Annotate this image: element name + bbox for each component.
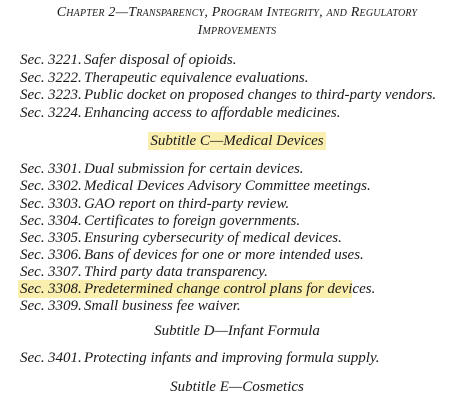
section-number: 3308. xyxy=(48,281,82,297)
toc-entry-3224 xyxy=(20,104,340,122)
section-title: Ensuring cybersecurity of medical devices. xyxy=(84,230,342,246)
section-title: Therapeutic equivalence evaluations. xyxy=(84,70,309,86)
section-number: 3224. xyxy=(48,105,82,121)
subtitle-c-heading xyxy=(0,132,474,150)
section-number: 3306. xyxy=(48,247,82,263)
toc-entry-3309 xyxy=(20,297,241,315)
toc-entry-3223 xyxy=(20,86,436,104)
section-title: Predetermined change control plans for devices. xyxy=(84,281,376,297)
toc-entry-3303 xyxy=(20,195,289,213)
subtitle-c-text: Subtitle C—Medical Devices xyxy=(150,133,324,149)
section-title: Protecting infants and improving formula supply. xyxy=(84,350,380,366)
section-number: 3307. xyxy=(48,264,82,280)
section-label: Sec. xyxy=(20,247,45,263)
section-number: 3401. xyxy=(48,350,82,366)
section-number: 3301. xyxy=(48,161,82,177)
section-label: Sec. xyxy=(20,264,45,280)
subtitle-e-heading: Subtitle E—Cosmetics xyxy=(170,379,304,395)
section-title: Certificates to foreign governments. xyxy=(84,213,301,229)
toc-entry-3308-highlighted xyxy=(18,280,376,298)
section-label: Sec. xyxy=(20,281,45,297)
section-label: Sec. xyxy=(20,161,45,177)
section-number: 3222. xyxy=(48,70,82,86)
toc-entry-3306 xyxy=(20,246,364,264)
section-label: Sec. xyxy=(20,178,45,194)
chapter-heading-line2: Improvements xyxy=(197,23,277,38)
section-title: Enhancing access to affordable medicines. xyxy=(84,105,341,121)
section-label: Sec. xyxy=(20,87,45,103)
section-title: Small business fee waiver. xyxy=(84,298,241,314)
section-label: Sec. xyxy=(20,105,45,121)
section-number: 3302. xyxy=(48,178,82,194)
section-number: 3309. xyxy=(48,298,82,314)
section-title: Dual submission for certain devices. xyxy=(84,161,304,177)
section-number: 3303. xyxy=(48,196,82,212)
toc-entry-3304 xyxy=(20,212,300,230)
toc-entry-3301 xyxy=(20,160,304,178)
toc-entry-3307 xyxy=(20,263,268,281)
section-title: Public docket on proposed changes to third-party vendors. xyxy=(84,87,437,103)
section-title: GAO report on third-party review. xyxy=(84,196,290,212)
toc-entry-3222 xyxy=(20,69,309,87)
section-label: Sec. xyxy=(20,298,45,314)
section-title: Safer disposal of opioids. xyxy=(84,52,237,68)
section-label: Sec. xyxy=(20,196,45,212)
section-label: Sec. xyxy=(20,230,45,246)
section-title: Medical Devices Advisory Committee meetings. xyxy=(84,178,371,194)
toc-entry-3221 xyxy=(20,51,237,69)
section-number: 3304. xyxy=(48,213,82,229)
section-title: Bans of devices for one or more intended uses. xyxy=(84,247,364,263)
section-label: Sec. xyxy=(20,213,45,229)
subtitle-d-heading: Subtitle D—Infant Formula xyxy=(154,323,320,339)
chapter-heading-line1: Chapter 2—Transparency, Program Integrity, and Regulatory xyxy=(56,5,418,20)
section-label: Sec. xyxy=(20,350,45,366)
section-title: Third party data transparency. xyxy=(84,264,268,280)
section-number: 3305. xyxy=(48,230,82,246)
section-number: 3221. xyxy=(48,52,82,68)
toc-entry-3401 xyxy=(20,349,380,367)
section-number: 3223. xyxy=(48,87,82,103)
toc-entry-3305 xyxy=(20,229,342,247)
section-label: Sec. xyxy=(20,70,45,86)
section-label: Sec. xyxy=(20,52,45,68)
toc-entry-3302 xyxy=(20,177,371,195)
